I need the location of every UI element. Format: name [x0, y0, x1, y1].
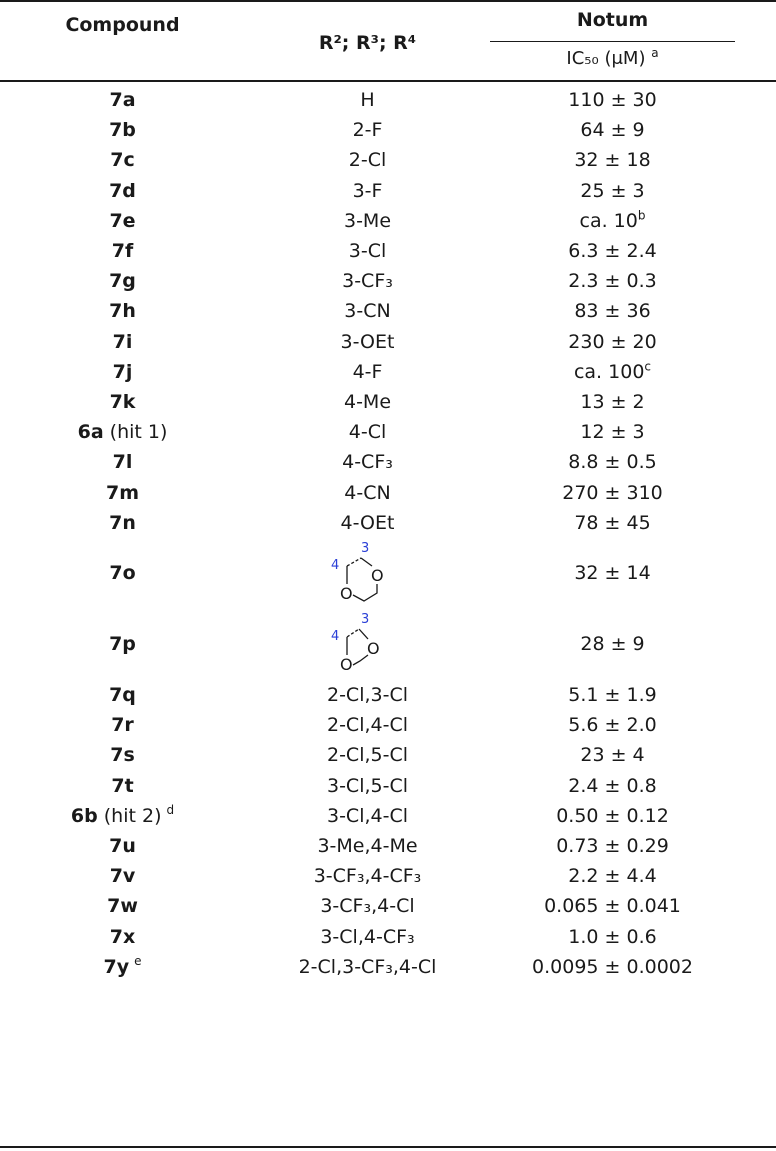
substituent-cell	[245, 145, 490, 175]
compound-id: 7b	[109, 119, 136, 142]
ic50-cell	[490, 831, 735, 861]
table-row	[0, 447, 776, 477]
compound-cell	[0, 740, 245, 770]
ic50-value: 110 ± 30	[568, 89, 657, 111]
substituent-value: 3-Cl,4-CF₃	[320, 925, 415, 948]
table-row	[0, 508, 776, 538]
ic50-value: 2.3 ± 0.3	[568, 270, 657, 293]
ic50-cell	[490, 357, 735, 387]
table-row	[0, 609, 776, 679]
ic50-cell	[490, 740, 735, 770]
table-row	[0, 861, 776, 891]
ic50-cell	[490, 236, 735, 266]
substituent-cell	[245, 710, 490, 740]
compound-cell	[0, 357, 245, 387]
position-3-label: 3	[361, 612, 370, 627]
substituent-value: 2-Cl,5-Cl	[326, 744, 409, 767]
substituent-cell	[245, 236, 490, 266]
substituent-cell	[245, 417, 490, 447]
ic50-cell	[490, 115, 735, 145]
ic50-value: 0.065 ± 0.041	[544, 895, 681, 918]
compound-id: 7t	[111, 774, 134, 797]
table-row	[0, 680, 776, 710]
table-row	[0, 85, 776, 115]
ic50-value: 5.1 ± 1.9	[568, 684, 657, 706]
ic50-cell	[490, 710, 735, 740]
table-row	[0, 176, 776, 206]
ic50-cell	[490, 327, 735, 357]
ic50-value: 5.6 ± 2.0	[568, 714, 657, 737]
compound-cell	[0, 296, 245, 326]
position-3-label: 3	[361, 541, 370, 556]
compound-cell	[0, 891, 245, 921]
dioxolane-ring-structure	[317, 609, 417, 679]
compound-id: 7c	[110, 149, 135, 172]
table-row	[0, 478, 776, 508]
ic50-value: 83 ± 36	[574, 300, 651, 323]
compound-id: 7y	[103, 955, 130, 978]
substituent-value: 2-F	[352, 119, 383, 142]
ic50-cell	[490, 801, 735, 831]
compound-cell	[0, 952, 245, 982]
compound-cell	[0, 327, 245, 357]
ic50-cell	[490, 861, 735, 891]
substituent-cell	[245, 609, 490, 679]
table-row	[0, 327, 776, 357]
ic50-value: 270 ± 310	[562, 481, 663, 504]
substituent-value: 3-OEt	[340, 330, 395, 353]
ic50-value: 78 ± 45	[574, 511, 651, 534]
compound-id: 7j	[112, 360, 133, 383]
substituent-cell	[245, 266, 490, 296]
header-substituents: R²; R³; R⁴	[318, 32, 417, 54]
ic50-cell	[490, 538, 735, 608]
compound-cell	[0, 831, 245, 861]
substituent-cell	[245, 478, 490, 508]
ic50-value: 23 ± 4	[580, 744, 645, 767]
compound-id: 7a	[109, 89, 136, 111]
ic50-cell	[490, 771, 735, 801]
compound-id: 7v	[109, 865, 136, 888]
compound-footnote: e	[134, 954, 142, 969]
ic50-cell	[490, 145, 735, 175]
compound-cell	[0, 206, 245, 236]
compound-id: 7k	[109, 391, 136, 413]
substituent-cell	[245, 447, 490, 477]
ic50-cell	[490, 85, 735, 115]
table-row	[0, 387, 776, 417]
compound-id: 7x	[109, 925, 136, 948]
substituent-value: 2-Cl	[348, 149, 387, 172]
substituent-cell	[245, 891, 490, 921]
ic50-cell	[490, 176, 735, 206]
compound-suffix: (hit 1)	[103, 421, 168, 444]
substituent-cell	[245, 176, 490, 206]
substituent-cell	[245, 740, 490, 770]
position-4-label: 4	[331, 629, 340, 644]
ic50-value: 28 ± 9	[580, 633, 645, 655]
substituent-value: 3-Cl	[348, 240, 387, 262]
compound-cell	[0, 801, 245, 831]
table-row	[0, 236, 776, 266]
substituent-value: 2-Cl,3-CF₃,4-Cl	[298, 955, 437, 978]
ic50-cell	[490, 478, 735, 508]
compound-cell	[0, 478, 245, 508]
substituent-value: 4-CF₃	[342, 451, 393, 474]
ic50-value: 2.2 ± 4.4	[568, 865, 657, 888]
substituent-cell	[245, 508, 490, 538]
oxygen-atom: O	[367, 639, 380, 658]
compound-id: 7d	[109, 179, 136, 202]
table-row	[0, 266, 776, 296]
substituent-value: 4-Cl	[348, 421, 387, 444]
compound-id: 7i	[112, 330, 133, 353]
substituent-cell	[245, 922, 490, 952]
substituent-value: 3-CF₃,4-CF₃	[313, 865, 422, 888]
compound-cell	[0, 85, 245, 115]
ic50-value: 8.8 ± 0.5	[568, 451, 657, 474]
compound-cell	[0, 176, 245, 206]
compound-cell	[0, 417, 245, 447]
compound-id: 7f	[111, 240, 134, 262]
header-ic50-unit: IC₅₀ (μM)	[566, 48, 646, 69]
table-row	[0, 740, 776, 770]
compound-id: 7h	[109, 300, 136, 323]
table-row	[0, 891, 776, 921]
substituent-cell	[245, 327, 490, 357]
ic50-value: 13 ± 2	[580, 391, 645, 413]
header-bottom-rule	[0, 80, 776, 82]
ic50-value: 6.3 ± 2.4	[568, 240, 657, 262]
ic50-cell	[490, 680, 735, 710]
substituent-value: 3-CN	[344, 300, 391, 323]
oxygen-atom: O	[340, 584, 353, 603]
compound-cell	[0, 922, 245, 952]
ic50-value: 32 ± 18	[574, 149, 651, 172]
substituent-cell	[245, 206, 490, 236]
compound-id: 7m	[105, 481, 140, 504]
substituent-cell	[245, 831, 490, 861]
ic50-value: 230 ± 20	[568, 330, 657, 353]
compound-cell	[0, 236, 245, 266]
compound-id: 7n	[109, 511, 136, 534]
compound-footnote: d	[166, 803, 175, 818]
substituent-cell	[245, 85, 490, 115]
ic50-cell	[490, 952, 735, 982]
compound-id: 7q	[109, 684, 136, 706]
substituent-value: 4-OEt	[340, 511, 395, 534]
table-row	[0, 801, 776, 831]
ic50-value: 12 ± 3	[580, 421, 645, 444]
ic50-footnote: c	[644, 359, 652, 374]
ic50-cell	[490, 891, 735, 921]
dioxane-ring-structure	[317, 538, 417, 608]
table-bottom-rule	[0, 1146, 776, 1148]
substituent-value: H	[360, 89, 375, 111]
substituent-value: 4-F	[352, 360, 383, 383]
ic50-value: ca. 10	[579, 209, 638, 232]
compound-id: 6a	[77, 421, 104, 444]
compound-id: 7l	[112, 451, 133, 474]
substituent-value: 3-Me,4-Me	[317, 835, 418, 857]
ic50-value: 64 ± 9	[580, 119, 645, 142]
table-row	[0, 115, 776, 145]
compound-id: 7r	[111, 714, 134, 737]
ic50-cell	[490, 508, 735, 538]
substituent-cell	[245, 115, 490, 145]
oxygen-atom: O	[340, 655, 353, 674]
substituent-value: 4-CN	[344, 481, 391, 504]
ic50-cell	[490, 447, 735, 477]
table-row	[0, 771, 776, 801]
ic50-cell	[490, 609, 735, 679]
compound-cell	[0, 145, 245, 175]
ic50-footnote: b	[637, 208, 646, 223]
compound-id: 7e	[109, 209, 136, 232]
compound-cell	[0, 508, 245, 538]
ic50-cell	[490, 266, 735, 296]
compound-cell	[0, 115, 245, 145]
substituent-value: 3-Me	[343, 209, 392, 232]
table-row	[0, 922, 776, 952]
table-row	[0, 296, 776, 326]
compound-cell	[0, 387, 245, 417]
table-row	[0, 206, 776, 236]
table-row	[0, 538, 776, 608]
substituent-cell	[245, 296, 490, 326]
header-notum-rule	[490, 41, 735, 42]
substituent-cell	[245, 387, 490, 417]
compound-id: 7p	[109, 633, 136, 655]
compound-cell	[0, 447, 245, 477]
ic50-value: 0.0095 ± 0.0002	[532, 955, 693, 978]
compound-cell	[0, 266, 245, 296]
compound-cell	[0, 609, 245, 679]
ic50-value: 32 ± 14	[574, 562, 651, 584]
substituent-value: 3-F	[352, 179, 383, 202]
table-row	[0, 145, 776, 175]
header-compound: Compound	[65, 14, 180, 36]
compound-id: 6b	[70, 804, 98, 827]
ic50-value: 2.4 ± 0.8	[568, 774, 657, 797]
ic50-cell	[490, 417, 735, 447]
ic50-cell	[490, 296, 735, 326]
header-ic50-footnote: a	[651, 46, 659, 60]
compound-id: 7u	[109, 835, 136, 857]
compound-id: 7o	[109, 562, 136, 584]
position-4-label: 4	[331, 558, 340, 573]
ic50-value: 0.50 ± 0.12	[556, 804, 669, 827]
header-notum: Notum	[576, 9, 649, 31]
substituent-cell	[245, 952, 490, 982]
substituent-value: 3-Cl,4-Cl	[326, 804, 409, 827]
ic50-value: 1.0 ± 0.6	[568, 925, 657, 948]
substituent-value: 2-Cl,4-Cl	[326, 714, 409, 737]
substituent-cell	[245, 771, 490, 801]
substituent-value: 2-Cl,3-Cl	[326, 684, 409, 706]
substituent-value: 4-Me	[343, 391, 392, 413]
table-row	[0, 357, 776, 387]
compound-cell	[0, 680, 245, 710]
compound-suffix: (hit 2)	[97, 804, 162, 827]
substituent-cell	[245, 357, 490, 387]
substituent-value: 3-CF₃	[342, 270, 393, 293]
ic50-cell	[490, 206, 735, 236]
oxygen-atom: O	[371, 566, 384, 585]
table-row	[0, 831, 776, 861]
compound-id: 7w	[107, 895, 138, 918]
ic50-cell	[490, 387, 735, 417]
substituent-cell	[245, 680, 490, 710]
ic50-value: 25 ± 3	[580, 179, 645, 202]
compound-cell	[0, 710, 245, 740]
compound-cell	[0, 538, 245, 608]
table-row	[0, 710, 776, 740]
table-row	[0, 417, 776, 447]
substituent-value: 3-Cl,5-Cl	[326, 774, 409, 797]
compound-id: 7g	[109, 270, 136, 293]
ic50-value: ca. 100	[573, 360, 645, 383]
substituent-cell	[245, 801, 490, 831]
ic50-cell	[490, 922, 735, 952]
substituent-value: 3-CF₃,4-Cl	[320, 895, 415, 918]
compound-cell	[0, 771, 245, 801]
ic50-value: 0.73 ± 0.29	[556, 835, 669, 857]
substituent-cell	[245, 861, 490, 891]
compound-cell	[0, 861, 245, 891]
table-top-rule	[0, 0, 776, 2]
compound-id: 7s	[110, 744, 135, 767]
table-row	[0, 952, 776, 982]
header-ic50	[490, 48, 735, 69]
substituent-cell	[245, 538, 490, 608]
